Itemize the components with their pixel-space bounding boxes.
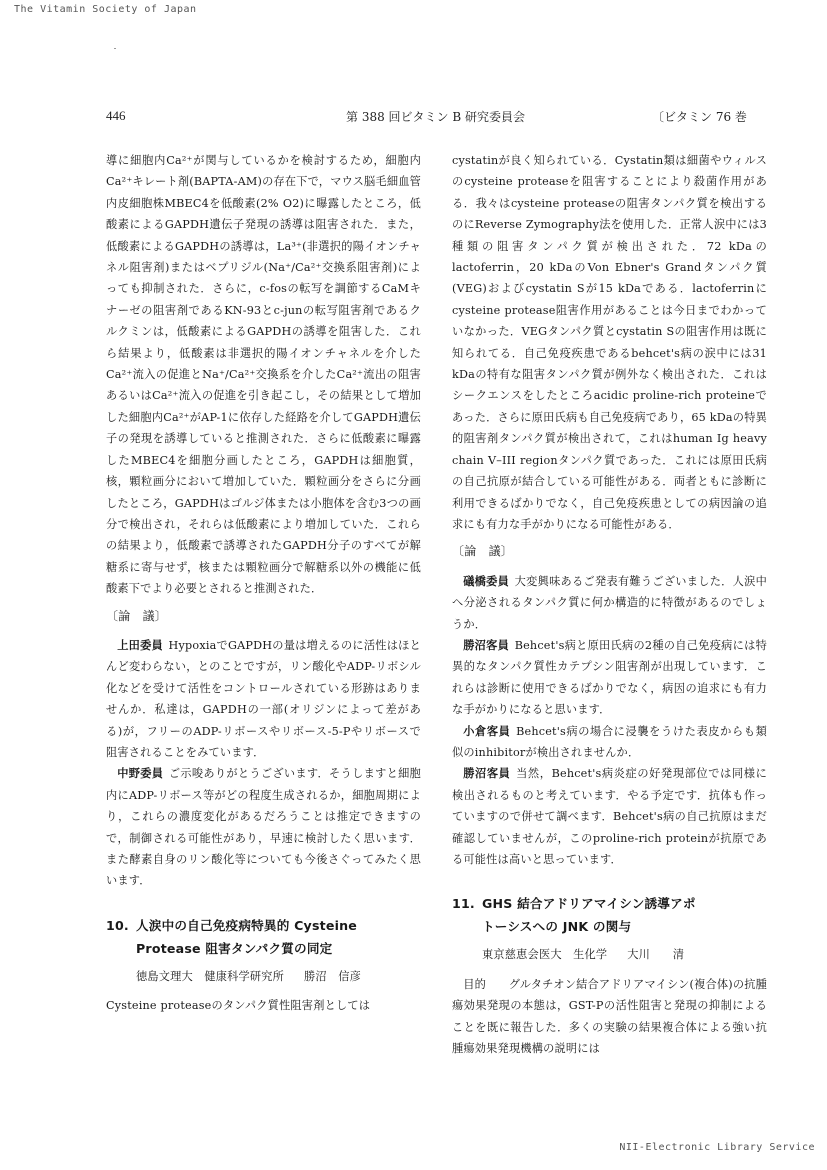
discussion-question	[106, 635, 421, 763]
speaker-text: ご示唆ありがとうございます．そうしますと細胞内にADP-リボース等がどの程度生成されるか，細胞周期により，これらの濃度変化があるだろうことは推定できますので，制御される可能性があり，早速に検討したく思います．また酵素自身のリン酸化等についても今後さぐってみたく思います．	[106, 767, 421, 888]
scan-speck	[114, 48, 116, 49]
discussion-question	[452, 571, 767, 635]
author: 勝沼 信彦	[304, 969, 361, 983]
body-paragraph: cystatinが良く知られている．Cystatin類は細菌やウィルスのcysteine proteaseを阻害することにより殺菌作用がある．我々はcysteine proteaseの阻害タンパク質を検出するのにReverse Zymography法を使用した．正常人涙中には3種類の阻害タンパク質が検出された．72 kDaのlactoferrin，20 kDaのVon Ebner's Grandタンパク質(VEG)およびcystatin Sが15 kDaである．lactoferrinにcysteine protease阻害作用があることは今日までわかっていなかった．VEGタンパク質とcystatin Sの阻害作用は既に知られてる．自己免疫疾患であるbehcet's病の涙中には31 kDaの特有な阻害タンパク質が例外なく検出された．これはシークエンスをしたところacidic proline-rich proteineであった．さらに原田氏病も自己免疫病であり，65 kDaの特異的阻害剤タンパク質が検出されて，これはhuman Ig heavy chain V–III regionタンパク質であった．これには原田氏病の自己抗原が結合している可能性がある．両者ともに診断に利用できるばかりでなく，自己免疫疾患としての病因論の追求にも有力な手がかりになる可能性がある．	[452, 154, 767, 531]
discussion-heading: 〔論 議〕	[106, 608, 168, 623]
section-title-line: トーシスへの JNK の関与	[482, 919, 632, 935]
speaker-name: 中野委員	[117, 766, 164, 781]
section-title-line: GHS 結合アドリアマイシン誘導アポ	[482, 896, 696, 912]
section-title	[106, 914, 421, 960]
speaker-text: Behcet's病と原田氏病の2種の自己免疫病には特異的なタンパク質性カテプシン阻害剤が出現しています．これらは診断に使用できるばかりでなく，病因の追求にも有力な手がかりになると思います．	[452, 638, 767, 717]
right-column	[452, 150, 767, 1059]
speaker-name: 小倉客員	[463, 723, 511, 738]
speaker-name: 勝沼客員	[463, 637, 510, 652]
section-affiliation	[452, 944, 767, 965]
section-title-line: Protease 阻害タンパク質の同定	[136, 940, 333, 956]
speaker-text: 当然，Behcet's病炎症の好発現部位では同様に検出されるものと考えています．やる予定です．抗体も作っていますので併せて調べます．Behcet's病の自己抗原はまだ確認していませんが，このproline-rich proteinが抗原である可能性は高いと思っています．	[452, 767, 767, 866]
discussion-answer	[452, 635, 767, 721]
section-affiliation	[106, 966, 421, 987]
affiliation: 東京慈恵会医大 生化学	[482, 948, 608, 962]
section-number: 10.	[106, 917, 129, 933]
section-number: 11.	[452, 896, 475, 912]
section-title	[452, 892, 767, 938]
discussion-answer	[452, 763, 767, 870]
body-paragraph: 導に細胞内Ca²⁺が関与しているかを検討するため，細胞内Ca²⁺キレート剤(BAPTA-AM)の存在下で，マウス脳毛細血管内皮細胞株MBEC4を低酸素(2% O2)に曝露したところ，低酸素によるGAPDH遺伝子発現の誘導は阻害された．また，低酸素によるGAPDHの誘導は，La³⁺(非選択的陽イオンチャネル阻害剤)またはベプリジル(Na⁺/Ca²⁺交換系阻害剤)によっても抑制された．さらに，c-fosの転写を調節するCaMキナーゼの阻害剤であるKN-93とc-junの転写阻害剤であるクルクミンは，低酸素によるGAPDHの誘導を阻害した．これら結果より，低酸素は非選択的陽イオンチャネルを介したCa²⁺流入の促進とNa⁺/Ca²⁺交換系を介したCa²⁺流出の阻害あるいはCa²⁺流入の促進を引き起こし，その結果として増加した細胞内Ca²⁺がAP-1に依存した経路を介してGAPDH遺伝子の発現を誘導していると推測された．さらに低酸素に曝露したMBEC4を細胞分画したところ，GAPDHは細胞質，核，顆粒画分において増加していた．顆粒画分をさらに分画したところ，GAPDHはゴルジ体または小胞体を含む3つの画分で検出され，それらは低酸素により増加していた．これらの結果より，低酸素で誘導されたGAPDH分子のすべてが解糖系に寄与せず，核または顆粒画分で解糖系以外の機能に低酸素下でより必要とされると推測された．	[106, 154, 421, 596]
speaker-name: 礒橋委員	[463, 573, 510, 588]
discussion-heading: 〔論 議〕	[452, 544, 514, 559]
running-head-title: 第 388 回ビタミン B 研究委員会	[346, 110, 525, 124]
page-number: 446	[106, 108, 126, 123]
speaker-text: 大変興味あるご発表有難うございました．人涙中へ分泌されるタンパク質に何か構造的に特徴があるのでしょうか．	[452, 574, 767, 631]
section-title-line: 人涙中の自己免疫病特異的 Cysteine	[136, 917, 358, 933]
watermark-bottom: NII-Electronic Library Service	[619, 1142, 815, 1153]
body-paragraph: Cysteine proteaseのタンパク質性阻害剤としては	[106, 999, 371, 1013]
left-column	[106, 150, 421, 1017]
watermark-top: The Vitamin Society of Japan	[14, 4, 197, 15]
speaker-text: Behcet's病の場合に浸襲をうけた表皮からも類似のinhibitorが検出されませんか．	[452, 724, 767, 759]
affiliation: 徳島文理大 健康科学研究所	[136, 969, 285, 983]
discussion-answer	[106, 763, 421, 891]
running-head-journal: 〔ビタミン 76 巻	[652, 110, 747, 124]
discussion-question	[452, 721, 767, 764]
author: 大川 清	[627, 948, 685, 962]
speaker-text: HypoxiaでGAPDHの量は増えるのに活性はほとんど変わらない，とのことですが，リン酸化やADP-リボシル化などを受けて活性をコントロールされている形跡はありませんか．私達は，GAPDHの一部(オリジンによって差がある)が，フリーのADP-リボースやリボース-5-Pやリボースで阻害されることをみています．	[106, 638, 421, 759]
body-paragraph: 目的 グルタチオン結合アドリアマイシン(複合体)の抗腫瘍効果発現の本態は，GST-Pの活性阻害と発現の抑制によることを既に報告した．多くの実験の結果複合体による強い抗腫瘍効果発現機構の説明には	[452, 977, 767, 1056]
speaker-name: 勝沼客員	[463, 766, 511, 781]
speaker-name: 上田委員	[117, 637, 163, 652]
